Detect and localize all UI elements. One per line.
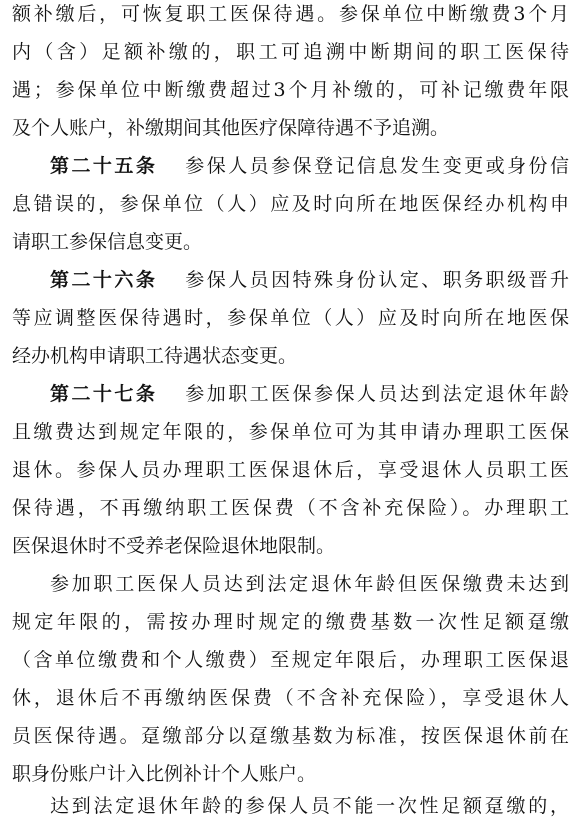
text-line: 员医保待遇。趸缴部分以趸缴基数为标准，按医保退休前在 [12,725,569,747]
article-25-title: 第二十五条 [50,155,158,177]
text-line: 及个人账户，补缴期间其他医疗保障待遇不予追溯。 [12,117,450,139]
text-line: 休，退休后不再缴纳医保费（不含补充保险），享受退休人 [12,687,569,709]
text-line: 保待遇，不再缴纳职工医保费（不含补充保险）。办理职工 [12,497,569,519]
text-line: 请职工参保信息变更。 [12,231,203,253]
article-25-first-line [50,152,569,180]
article-26-text: 参保人员因特殊身份认定、职务职级晋升 [185,269,569,291]
article-27-title: 第二十七条 [50,383,158,405]
text-line: 退休。参保人员办理职工医保退休后，享受退休人员职工医 [12,459,569,481]
text-line: 参加职工医保人员达到法定退休年龄但医保缴费未达到 [50,573,569,595]
text-line: 且缴费达到规定年限的，参保单位可为其申请办理职工医保 [12,421,569,443]
article-27-text: 参加职工医保参保人员达到法定退休年龄 [185,383,569,405]
text-line: 息错误的，参保单位（人）应及时向所在地医保经办机构申 [12,193,569,215]
text-line: 经办机构申请职工待遇状态变更。 [12,345,298,367]
article-26-title: 第二十六条 [50,269,158,291]
text-line: 额补缴后，可恢复职工医保待遇。参保单位中断缴费3个月 [12,3,569,25]
article-26-first-line [50,266,569,294]
text-line: （含单位缴费和个人缴费）至规定年限后，办理职工医保退 [12,649,569,671]
text-line: 达到法定退休年龄的参保人员不能一次性足额趸缴的， [50,795,569,817]
text-line: 遇；参保单位中断缴费超过3个月补缴的，可补记缴费年限 [12,79,569,101]
text-line: 等应调整医保待遇时，参保单位（人）应及时向所在地医保 [12,307,569,329]
text-line: 职身份账户计入比例补计个人账户。 [12,763,317,785]
text-line: 规定年限的，需按办理时规定的缴费基数一次性足额趸缴 [12,611,569,633]
article-27-first-line [50,380,569,408]
text-line: 医保退休时不受养老保险退休地限制。 [12,535,336,557]
text-line: 内（含）足额补缴的，职工可追溯中断期间的职工医保待 [12,41,569,63]
article-25-text: 参保人员参保登记信息发生变更或身份信 [185,155,569,177]
